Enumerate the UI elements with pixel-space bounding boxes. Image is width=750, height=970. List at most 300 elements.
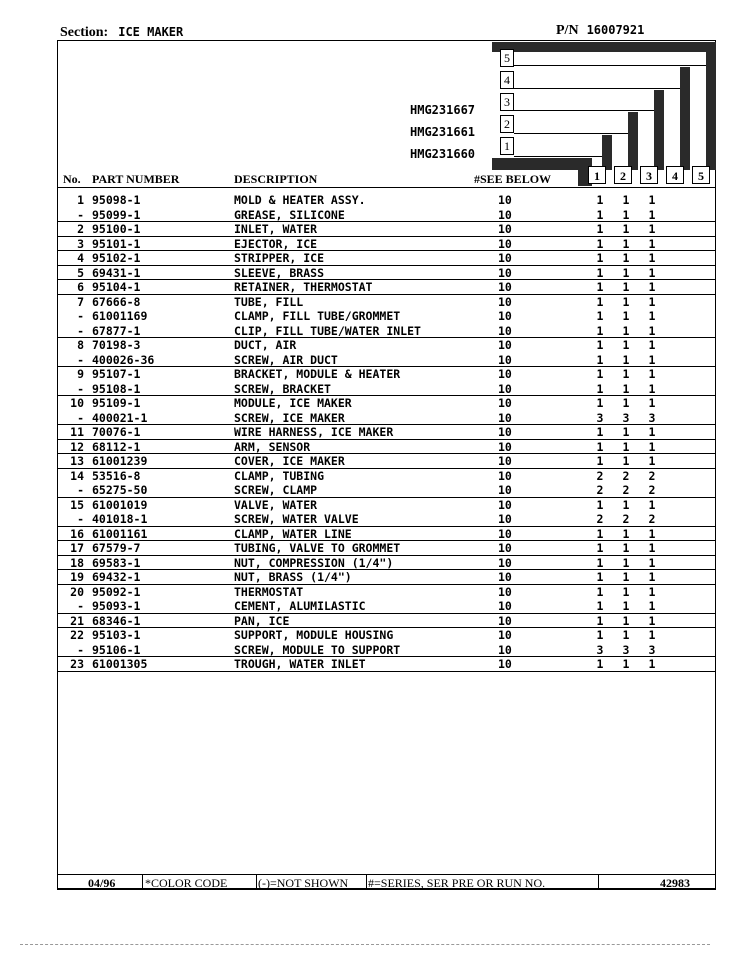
table-row bbox=[58, 541, 716, 556]
qty-model-1: 1 bbox=[596, 628, 604, 642]
section-value: ICE MAKER bbox=[118, 25, 184, 39]
part-number: 61001161 bbox=[92, 526, 148, 541]
qty-model-2: 1 bbox=[622, 294, 630, 309]
footer-divider-4 bbox=[598, 874, 599, 889]
pn-value: 16007921 bbox=[586, 23, 645, 37]
table-row bbox=[58, 382, 716, 397]
table-row bbox=[58, 483, 716, 498]
row-number: - bbox=[77, 323, 84, 338]
see-below-value: 10 bbox=[498, 454, 512, 468]
row-number: 7 bbox=[77, 294, 84, 309]
qty-model-2: 1 bbox=[622, 280, 630, 294]
qty-model-1: 1 bbox=[596, 396, 604, 410]
part-number: 95108-1 bbox=[92, 381, 141, 396]
see-below-value: 10 bbox=[498, 613, 512, 628]
row-number: 21 bbox=[70, 613, 84, 628]
table-row bbox=[58, 237, 716, 252]
part-description: SCREW, ICE MAKER bbox=[234, 410, 345, 425]
qty-model-3: 1 bbox=[648, 570, 656, 584]
qty-model-2: 1 bbox=[622, 396, 630, 410]
qty-model-3: 1 bbox=[648, 555, 656, 570]
see-below-value: 10 bbox=[498, 381, 512, 396]
qty-model-2: 1 bbox=[622, 381, 630, 396]
see-below-value: 10 bbox=[498, 265, 512, 280]
part-number: 65275-50 bbox=[92, 483, 148, 497]
see-below-value: 10 bbox=[498, 599, 512, 613]
part-number: 67877-1 bbox=[92, 323, 141, 338]
part-number: 95099-1 bbox=[92, 207, 141, 222]
qty-model-2: 1 bbox=[622, 207, 630, 222]
qty-model-2: 3 bbox=[622, 410, 630, 425]
table-row bbox=[58, 599, 716, 614]
qty-model-1: 1 bbox=[596, 367, 604, 381]
table-row bbox=[58, 498, 716, 513]
qty-model-3: 1 bbox=[648, 367, 656, 381]
row-number: 18 bbox=[70, 555, 84, 570]
part-number: 61001305 bbox=[92, 657, 148, 671]
qty-model-2: 1 bbox=[622, 454, 630, 468]
part-number: 61001019 bbox=[92, 497, 148, 512]
part-number: 68112-1 bbox=[92, 439, 141, 454]
qty-model-1: 1 bbox=[596, 352, 604, 367]
model-box-5: 5 bbox=[500, 49, 514, 67]
table-row bbox=[58, 628, 716, 643]
qty-col-3: 3 bbox=[640, 166, 658, 184]
stair-line-5 bbox=[514, 65, 706, 66]
qty-model-1: 1 bbox=[596, 497, 604, 512]
qty-model-3: 1 bbox=[648, 439, 656, 454]
row-number: 3 bbox=[77, 236, 84, 251]
qty-model-3: 1 bbox=[648, 265, 656, 280]
part-description: ARM, SENSOR bbox=[234, 439, 311, 454]
table-row bbox=[58, 657, 716, 672]
part-description: TUBE, FILL bbox=[234, 294, 304, 309]
row-number: 1 bbox=[77, 193, 84, 207]
row-number: - bbox=[77, 599, 84, 613]
part-number: 95101-1 bbox=[92, 236, 141, 251]
model-number-1: HMG231660 bbox=[410, 147, 476, 161]
qty-model-3: 1 bbox=[648, 222, 656, 236]
qty-model-1: 1 bbox=[596, 236, 604, 251]
part-description: WIRE HARNESS, ICE MAKER bbox=[234, 425, 394, 439]
qty-model-2: 1 bbox=[622, 367, 630, 381]
part-description: SCREW, AIR DUCT bbox=[234, 352, 338, 367]
part-description: RETAINER, THERMOSTAT bbox=[234, 280, 373, 294]
table-row bbox=[58, 643, 716, 658]
footer-not-shown: (-)=NOT SHOWN bbox=[258, 876, 349, 890]
table-row bbox=[58, 440, 716, 455]
part-description: SCREW, MODULE TO SUPPORT bbox=[234, 642, 401, 657]
row-number: 16 bbox=[70, 526, 84, 541]
part-number: 69583-1 bbox=[92, 555, 141, 570]
table-row bbox=[58, 570, 716, 585]
qty-model-3: 2 bbox=[648, 483, 656, 497]
row-number: - bbox=[77, 352, 84, 367]
qty-model-1: 1 bbox=[596, 251, 604, 265]
see-below-value: 10 bbox=[498, 628, 512, 642]
qty-model-2: 1 bbox=[622, 570, 630, 584]
part-number: 70076-1 bbox=[92, 425, 141, 439]
part-description: COVER, ICE MAKER bbox=[234, 454, 345, 468]
qty-model-3: 1 bbox=[648, 294, 656, 309]
table-row bbox=[58, 222, 716, 237]
col-header-no: No. bbox=[63, 172, 81, 186]
qty-model-2: 1 bbox=[622, 236, 630, 251]
qty-model-3: 2 bbox=[648, 468, 656, 483]
table-row bbox=[58, 527, 716, 542]
part-description: MOLD & HEATER ASSY. bbox=[234, 193, 366, 207]
stair-line-3 bbox=[514, 110, 654, 111]
qty-model-2: 2 bbox=[622, 483, 630, 497]
qty-model-3: 1 bbox=[648, 323, 656, 338]
qty-col-4: 4 bbox=[666, 166, 684, 184]
see-below-value: 10 bbox=[498, 555, 512, 570]
part-description: SCREW, WATER VALVE bbox=[234, 512, 359, 526]
row-number: - bbox=[77, 207, 84, 222]
qty-col-5: 5 bbox=[692, 166, 710, 184]
row-number: 10 bbox=[70, 396, 84, 410]
qty-model-3: 3 bbox=[648, 410, 656, 425]
qty-model-1: 1 bbox=[596, 439, 604, 454]
row-number: 8 bbox=[77, 338, 84, 352]
qty-model-2: 2 bbox=[622, 512, 630, 526]
part-number: 400026-36 bbox=[92, 352, 155, 367]
model-box-3: 3 bbox=[500, 93, 514, 111]
qty-model-1: 1 bbox=[596, 454, 604, 468]
see-below-value: 10 bbox=[498, 367, 512, 381]
part-description: SCREW, BRACKET bbox=[234, 381, 331, 396]
qty-model-1: 1 bbox=[596, 193, 604, 207]
row-number: 20 bbox=[70, 584, 84, 599]
part-number: 95104-1 bbox=[92, 280, 141, 294]
header-rule bbox=[57, 187, 716, 188]
model-staircase-base bbox=[492, 158, 592, 170]
part-number: 95092-1 bbox=[92, 584, 141, 599]
qty-model-1: 1 bbox=[596, 584, 604, 599]
part-description: CLIP, FILL TUBE/WATER INLET bbox=[234, 323, 421, 338]
part-description: NUT, BRASS (1/4") bbox=[234, 570, 352, 584]
row-number: - bbox=[77, 483, 84, 497]
model-box-4: 4 bbox=[500, 71, 514, 89]
see-below-value: 10 bbox=[498, 193, 512, 207]
model-staircase-col1 bbox=[602, 135, 612, 170]
qty-model-3: 1 bbox=[648, 657, 656, 671]
part-number: 95093-1 bbox=[92, 599, 141, 613]
see-below-value: 10 bbox=[498, 541, 512, 555]
row-number: 12 bbox=[70, 439, 84, 454]
footer-series: #=SERIES, SER PRE OR RUN NO. bbox=[368, 876, 546, 890]
see-below-value: 10 bbox=[498, 642, 512, 657]
part-description: EJECTOR, ICE bbox=[234, 236, 318, 251]
footer-date: 04/96 bbox=[88, 876, 116, 890]
see-below-value: 10 bbox=[498, 251, 512, 265]
part-description: STRIPPER, ICE bbox=[234, 251, 325, 265]
qty-model-1: 3 bbox=[596, 642, 604, 657]
qty-col-1: 1 bbox=[588, 166, 606, 184]
see-below-value: 10 bbox=[498, 512, 512, 526]
qty-model-3: 1 bbox=[648, 309, 656, 323]
qty-model-3: 1 bbox=[648, 396, 656, 410]
see-below-value: 10 bbox=[498, 439, 512, 454]
qty-model-2: 1 bbox=[622, 628, 630, 642]
see-below-value: 10 bbox=[498, 338, 512, 352]
table-row bbox=[58, 266, 716, 281]
table-row bbox=[58, 208, 716, 223]
qty-model-1: 1 bbox=[596, 425, 604, 439]
table-row bbox=[58, 309, 716, 324]
qty-model-1: 1 bbox=[596, 613, 604, 628]
qty-model-3: 1 bbox=[648, 193, 656, 207]
row-number: 17 bbox=[70, 541, 84, 555]
qty-model-3: 1 bbox=[648, 251, 656, 265]
qty-model-2: 1 bbox=[622, 193, 630, 207]
qty-model-3: 1 bbox=[648, 541, 656, 555]
qty-model-3: 1 bbox=[648, 497, 656, 512]
qty-model-3: 1 bbox=[648, 381, 656, 396]
part-number: 67579-7 bbox=[92, 541, 141, 555]
table-row bbox=[58, 353, 716, 368]
see-below-value: 10 bbox=[498, 396, 512, 410]
see-below-value: 10 bbox=[498, 570, 512, 584]
table-row bbox=[58, 512, 716, 527]
qty-model-2: 1 bbox=[622, 338, 630, 352]
qty-model-1: 1 bbox=[596, 338, 604, 352]
row-number: 5 bbox=[77, 265, 84, 280]
row-number: 6 bbox=[77, 280, 84, 294]
table-row bbox=[58, 556, 716, 571]
qty-model-2: 1 bbox=[622, 439, 630, 454]
qty-model-3: 2 bbox=[648, 512, 656, 526]
scan-edge-line bbox=[20, 944, 710, 945]
qty-model-1: 1 bbox=[596, 599, 604, 613]
part-number: 95106-1 bbox=[92, 642, 141, 657]
qty-model-1: 1 bbox=[596, 526, 604, 541]
footer-divider-3 bbox=[366, 874, 367, 889]
qty-model-2: 1 bbox=[622, 323, 630, 338]
qty-model-3: 1 bbox=[648, 599, 656, 613]
qty-col-2: 2 bbox=[614, 166, 632, 184]
qty-model-1: 2 bbox=[596, 512, 604, 526]
qty-model-3: 1 bbox=[648, 613, 656, 628]
row-number: 15 bbox=[70, 497, 84, 512]
qty-model-2: 1 bbox=[622, 352, 630, 367]
qty-model-2: 2 bbox=[622, 468, 630, 483]
stair-line-1 bbox=[514, 156, 602, 157]
part-description: TROUGH, WATER INLET bbox=[234, 657, 366, 671]
qty-model-1: 1 bbox=[596, 222, 604, 236]
model-number-2: HMG231661 bbox=[410, 125, 476, 139]
table-row bbox=[58, 614, 716, 629]
part-description: MODULE, ICE MAKER bbox=[234, 396, 352, 410]
part-description: GREASE, SILICONE bbox=[234, 207, 345, 222]
row-number: - bbox=[77, 642, 84, 657]
col-header-see-below: #SEE BELOW bbox=[474, 172, 552, 186]
qty-model-1: 1 bbox=[596, 207, 604, 222]
table-row bbox=[58, 425, 716, 440]
part-number-header bbox=[556, 22, 644, 39]
stair-line-2 bbox=[514, 133, 628, 134]
qty-model-3: 1 bbox=[648, 280, 656, 294]
table-row bbox=[58, 280, 716, 295]
part-description: INLET, WATER bbox=[234, 222, 318, 236]
table-row bbox=[58, 396, 716, 411]
qty-model-3: 1 bbox=[648, 584, 656, 599]
qty-model-2: 1 bbox=[622, 599, 630, 613]
row-number: 11 bbox=[70, 425, 84, 439]
row-number: - bbox=[77, 512, 84, 526]
part-description: THERMOSTAT bbox=[234, 584, 304, 599]
row-number: - bbox=[77, 381, 84, 396]
qty-model-3: 1 bbox=[648, 454, 656, 468]
qty-model-3: 1 bbox=[648, 628, 656, 642]
row-number: 19 bbox=[70, 570, 84, 584]
pn-label: P/N bbox=[556, 23, 579, 38]
qty-model-1: 1 bbox=[596, 280, 604, 294]
qty-model-1: 1 bbox=[596, 309, 604, 323]
table-row bbox=[58, 367, 716, 382]
see-below-value: 10 bbox=[498, 497, 512, 512]
qty-model-3: 1 bbox=[648, 352, 656, 367]
row-number: 13 bbox=[70, 454, 84, 468]
see-below-value: 10 bbox=[498, 222, 512, 236]
see-below-value: 10 bbox=[498, 468, 512, 483]
qty-model-1: 1 bbox=[596, 657, 604, 671]
part-number: 68346-1 bbox=[92, 613, 141, 628]
part-number: 95109-1 bbox=[92, 396, 141, 410]
qty-model-2: 1 bbox=[622, 425, 630, 439]
qty-model-1: 1 bbox=[596, 323, 604, 338]
footer-color-code: *COLOR CODE bbox=[145, 876, 228, 890]
qty-model-2: 1 bbox=[622, 555, 630, 570]
qty-model-1: 2 bbox=[596, 468, 604, 483]
see-below-value: 10 bbox=[498, 657, 512, 671]
qty-model-2: 1 bbox=[622, 541, 630, 555]
see-below-value: 10 bbox=[498, 352, 512, 367]
table-row bbox=[58, 338, 716, 353]
part-number: 95098-1 bbox=[92, 193, 141, 207]
part-description: SCREW, CLAMP bbox=[234, 483, 318, 497]
part-description: CLAMP, TUBING bbox=[234, 468, 325, 483]
part-description: DUCT, AIR bbox=[234, 338, 297, 352]
see-below-value: 10 bbox=[498, 410, 512, 425]
model-box-1: 1 bbox=[500, 137, 514, 155]
qty-model-1: 1 bbox=[596, 570, 604, 584]
section-label: Section: bbox=[60, 25, 109, 40]
part-number: 95102-1 bbox=[92, 251, 141, 265]
qty-model-3: 1 bbox=[648, 425, 656, 439]
see-below-value: 10 bbox=[498, 425, 512, 439]
row-number: - bbox=[77, 410, 84, 425]
qty-model-2: 1 bbox=[622, 222, 630, 236]
qty-model-2: 3 bbox=[622, 642, 630, 657]
table-row bbox=[58, 469, 716, 484]
part-description: SUPPORT, MODULE HOUSING bbox=[234, 628, 394, 642]
model-staircase-col2 bbox=[628, 112, 638, 170]
table-row bbox=[58, 295, 716, 310]
qty-model-3: 1 bbox=[648, 338, 656, 352]
qty-model-2: 1 bbox=[622, 526, 630, 541]
see-below-value: 10 bbox=[498, 280, 512, 294]
part-description: PAN, ICE bbox=[234, 613, 290, 628]
see-below-value: 10 bbox=[498, 323, 512, 338]
part-number: 67666-8 bbox=[92, 294, 141, 309]
table-row bbox=[58, 454, 716, 469]
part-number: 95107-1 bbox=[92, 367, 141, 381]
qty-model-2: 1 bbox=[622, 657, 630, 671]
part-description: VALVE, WATER bbox=[234, 497, 318, 512]
qty-model-2: 1 bbox=[622, 613, 630, 628]
part-description: CLAMP, FILL TUBE/GROMMET bbox=[234, 309, 401, 323]
see-below-value: 10 bbox=[498, 207, 512, 222]
qty-model-2: 1 bbox=[622, 251, 630, 265]
row-number: 2 bbox=[77, 222, 84, 236]
row-group-rule bbox=[57, 671, 716, 672]
part-number: 95103-1 bbox=[92, 628, 141, 642]
part-number: 53516-8 bbox=[92, 468, 141, 483]
col-header-part-number: PART NUMBER bbox=[92, 172, 180, 186]
see-below-value: 10 bbox=[498, 309, 512, 323]
part-number: 61001239 bbox=[92, 454, 148, 468]
qty-model-3: 1 bbox=[648, 236, 656, 251]
qty-model-2: 1 bbox=[622, 497, 630, 512]
qty-model-1: 1 bbox=[596, 265, 604, 280]
part-description: CLAMP, WATER LINE bbox=[234, 526, 352, 541]
model-staircase-col4 bbox=[680, 67, 690, 170]
part-description: SLEEVE, BRASS bbox=[234, 265, 325, 280]
model-box-2: 2 bbox=[500, 115, 514, 133]
model-staircase-shading bbox=[492, 42, 716, 52]
stair-line-4 bbox=[514, 88, 680, 89]
part-number: 69432-1 bbox=[92, 570, 141, 584]
section-header bbox=[60, 24, 183, 41]
qty-model-1: 3 bbox=[596, 410, 604, 425]
table-row bbox=[58, 585, 716, 600]
see-below-value: 10 bbox=[498, 584, 512, 599]
see-below-value: 10 bbox=[498, 294, 512, 309]
row-number: - bbox=[77, 309, 84, 323]
qty-model-1: 2 bbox=[596, 483, 604, 497]
footer-code: 42983 bbox=[660, 876, 690, 890]
see-below-value: 10 bbox=[498, 236, 512, 251]
part-number: 95100-1 bbox=[92, 222, 141, 236]
qty-model-3: 1 bbox=[648, 526, 656, 541]
part-description: BRACKET, MODULE & HEATER bbox=[234, 367, 401, 381]
table-row bbox=[58, 193, 716, 208]
qty-model-1: 1 bbox=[596, 541, 604, 555]
qty-model-2: 1 bbox=[622, 309, 630, 323]
qty-model-1: 1 bbox=[596, 381, 604, 396]
model-staircase-col5 bbox=[706, 42, 716, 170]
row-number: 9 bbox=[77, 367, 84, 381]
qty-model-3: 1 bbox=[648, 207, 656, 222]
part-number: 69431-1 bbox=[92, 265, 141, 280]
row-number: 4 bbox=[77, 251, 84, 265]
table-row bbox=[58, 324, 716, 339]
part-number: 400021-1 bbox=[92, 410, 148, 425]
footer-divider-2 bbox=[256, 874, 257, 889]
qty-model-1: 1 bbox=[596, 555, 604, 570]
row-number: 22 bbox=[70, 628, 84, 642]
footer-divider-1 bbox=[142, 874, 143, 889]
part-number: 70198-3 bbox=[92, 338, 141, 352]
see-below-value: 10 bbox=[498, 526, 512, 541]
part-description: NUT, COMPRESSION (1/4") bbox=[234, 555, 394, 570]
qty-model-2: 1 bbox=[622, 265, 630, 280]
part-description: TUBING, VALVE TO GROMMET bbox=[234, 541, 401, 555]
model-number-3: HMG231667 bbox=[410, 103, 476, 117]
col-header-description: DESCRIPTION bbox=[234, 172, 318, 186]
row-number: 14 bbox=[70, 468, 84, 483]
